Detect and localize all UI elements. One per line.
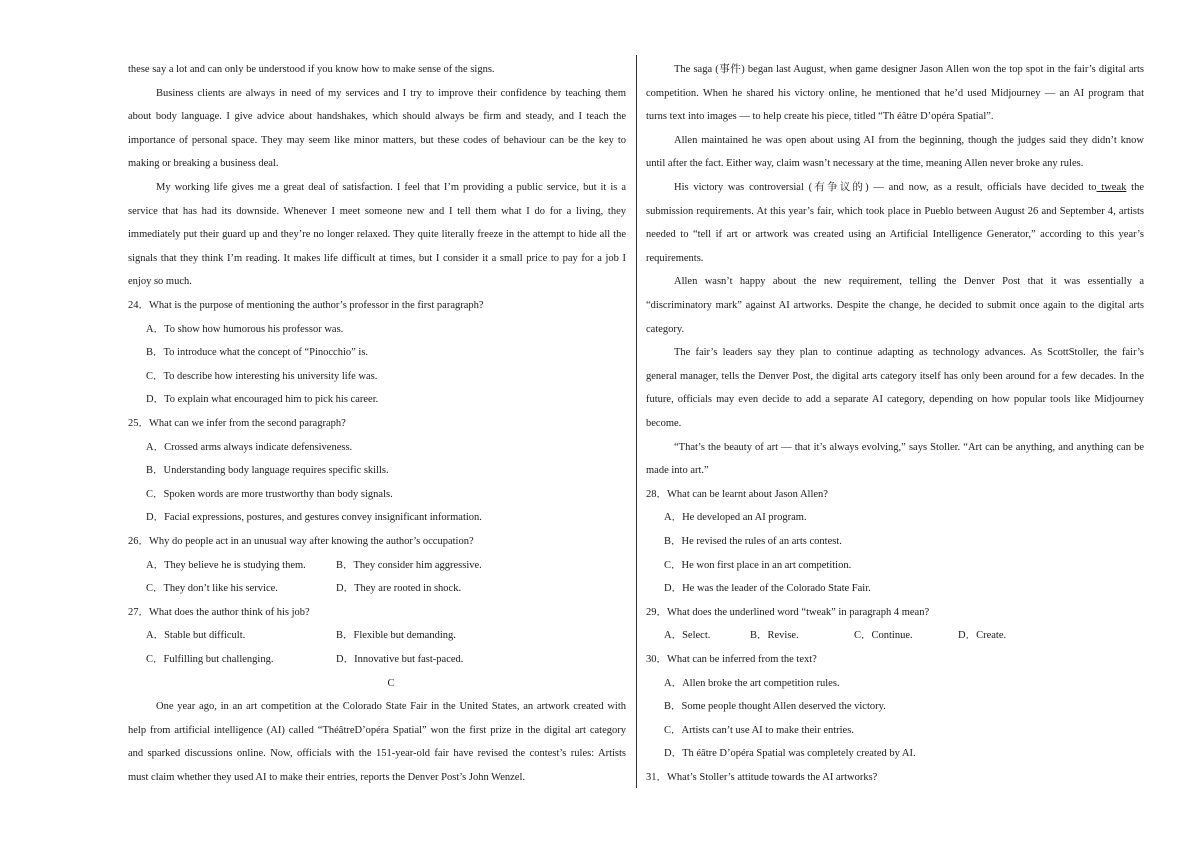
leaders-paragraph-line: become. bbox=[646, 418, 682, 429]
allen-paragraph-line: “discriminatory mark” against AI artworks. Despite the change, he decided to submit once again to the digital arts bbox=[646, 300, 1144, 311]
business-paragraph-line: importance of personal space. They may seem like minor matters, but these codes of behaviour can be the key to bbox=[128, 134, 626, 146]
question-29-option-d: D．Create. bbox=[958, 630, 1007, 642]
victory-paragraph-line: submission requirements. At this year’s fair, which took place in Pueblo between August 26 and September 4, artists bbox=[646, 205, 1144, 217]
passage-c-paragraph-line: must claim whether they used AI to make their entries, reports the Denver Post’s John Wenzel. bbox=[128, 772, 525, 783]
column-divider bbox=[636, 55, 637, 788]
victory-paragraph-line bbox=[646, 178, 1144, 202]
passage-c-paragraph-line: One year ago, in an art competition at the Colorado State Fair in the United States, an artwork created with bbox=[156, 701, 626, 713]
question-24-option: A．To show how humorous his professor was. bbox=[146, 323, 344, 335]
working-life-paragraph-line: signals that they think I’m reading. It makes life difficult at times, but I consider it a small price to pay for a job I bbox=[128, 252, 626, 264]
question-26-options-row bbox=[128, 579, 626, 603]
question-28-option: A．He developed an AI program. bbox=[664, 512, 807, 524]
question-28-option: C．He won first place in an art competition. bbox=[664, 559, 852, 571]
question-26-option-a: A．They believe he is studying them. bbox=[146, 559, 306, 571]
question-27-options-row bbox=[128, 650, 626, 674]
victory-paragraph-line: needed to “tell if art or artwork was created using an Artificial Intelligence Generator,” according to this year’s bbox=[646, 229, 1144, 241]
question-24-option: C．To describe how interesting his university life was. bbox=[146, 370, 378, 382]
victory-text-end: the bbox=[1126, 182, 1145, 193]
question-29-option-b: B．Revise. bbox=[750, 630, 799, 642]
question-30-option: D．Th éâtre D’opéra Spatial was completely created by AI. bbox=[664, 748, 916, 760]
question-29-option-c: C．Continue. bbox=[854, 630, 913, 642]
question-27-option-b: B．Flexible but demanding. bbox=[336, 630, 456, 642]
intro-tail-line: these say a lot and can only be understood if you know how to make sense of the signs. bbox=[128, 64, 495, 75]
question-26-option-b: B．They consider him aggressive. bbox=[336, 559, 482, 571]
leaders-paragraph-line: future, officials may even decide to add a separate AI category, depending on how popular tools like Midjourney bbox=[646, 394, 1144, 406]
passage-c-paragraph-line: help from artificial intelligence (AI) called “ThéâtreD’opéra Spatial” won the first prize in the digital art category bbox=[128, 724, 626, 736]
question-27-options-row bbox=[128, 626, 626, 650]
leaders-paragraph-line: general manager, tells the Denver Post, the digital arts category itself has only been around for a few decades. In the bbox=[646, 370, 1144, 382]
question-28-option: D．He was the leader of the Colorado State Fair. bbox=[664, 583, 871, 595]
business-paragraph-line: Business clients are always in need of my services and I try to improve their confidence by teaching them bbox=[156, 87, 626, 99]
business-paragraph-line: about body language. I give advice about handshakes, which should always be firm and steady, and I teach the bbox=[128, 111, 626, 123]
question-30-stem: 30．What can be inferred from the text? bbox=[646, 654, 817, 665]
maintained-paragraph-line: Allen maintained he was open about using AI from the beginning, though the judges said they didn’t know bbox=[674, 134, 1144, 146]
allen-paragraph-line: Allen wasn’t happy about the new requirement, telling the Denver Post that it was essentially a bbox=[674, 276, 1144, 288]
question-24-stem: 24．What is the purpose of mentioning the author’s professor in the first paragraph? bbox=[128, 300, 484, 311]
question-27-option-a: A．Stable but difficult. bbox=[146, 630, 246, 642]
question-30-option: B．Some people thought Allen deserved the victory. bbox=[664, 701, 886, 713]
question-31-stem: 31．What’s Stoller’s attitude towards the AI artworks? bbox=[646, 772, 878, 783]
question-24-option: D．To explain what encouraged him to pick his career. bbox=[146, 394, 379, 406]
victory-paragraph-line: requirements. bbox=[646, 252, 704, 264]
working-life-paragraph-line: My working life gives me a great deal of satisfaction. I feel that I’m providing a public service, but it is a bbox=[156, 182, 626, 193]
question-28-option: B．He revised the rules of an arts contest. bbox=[664, 536, 842, 547]
question-25-option: C．Spoken words are more trustworthy than body signals. bbox=[146, 488, 393, 500]
question-29-option-a: A．Select. bbox=[664, 630, 711, 642]
question-27-option-c: C．Fulfilling but challenging. bbox=[146, 654, 274, 665]
question-27-option-d: D．Innovative but fast-paced. bbox=[336, 654, 464, 665]
question-30-option: C．Artists can’t use AI to make their entries. bbox=[664, 724, 854, 736]
business-paragraph-line: making or breaking a business deal. bbox=[128, 158, 279, 170]
question-26-stem: 26．Why do people act in an unusual way after knowing the author’s occupation? bbox=[128, 536, 474, 547]
saga-paragraph-line: turns text into images — to help create his piece, titled “Th éâtre D’opéra Spatial”. bbox=[646, 111, 994, 123]
underlined-word-tweak: tweak bbox=[1096, 182, 1127, 193]
quote-paragraph-line: “That’s the beauty of art — that it’s always evolving,” says Stoller. “Art can be anything, and anything can be bbox=[674, 441, 1144, 453]
working-life-paragraph-line: immediately put their guard up and they’re no longer relaxed. They quite literally freeze in the attempt to hide all the bbox=[128, 229, 626, 241]
leaders-paragraph-line: The fair’s leaders say they plan to continue adapting as technology advances. As ScottStoller, the fair’s bbox=[674, 347, 1144, 359]
working-life-paragraph-line: enjoy so much. bbox=[128, 276, 192, 288]
question-25-stem: 25．What can we infer from the second paragraph? bbox=[128, 418, 346, 429]
quote-paragraph-line: made into art.” bbox=[646, 465, 709, 477]
question-25-option: A．Crossed arms always indicate defensiveness. bbox=[146, 441, 353, 453]
section-heading-c: C bbox=[387, 677, 395, 689]
question-29-stem: 29．What does the underlined word “tweak” in paragraph 4 mean? bbox=[646, 606, 930, 618]
question-29-options-row bbox=[646, 626, 1144, 650]
working-life-paragraph-line: service that has had its downside. Whenever I meet someone new and I tell them what I do for a living, they bbox=[128, 205, 626, 217]
question-26-options-row bbox=[128, 556, 626, 580]
maintained-paragraph-line: until after the fact. Either way, claim wasn’t necessary at the time, meaning Allen never broke any rules. bbox=[646, 158, 1084, 170]
question-26-option-c: C．They don’t like his service. bbox=[146, 583, 278, 595]
question-27-stem: 27．What does the author think of his job? bbox=[128, 606, 310, 618]
passage-c-paragraph-line: and sparked discussions online. Now, officials with the 151-year-old fair have revised the contest’s rules: Artists bbox=[128, 748, 626, 760]
allen-paragraph-line: category. bbox=[646, 323, 685, 335]
question-26-option-d: D．They are rooted in shock. bbox=[336, 583, 462, 595]
victory-text: His victory was controversial (有争议的) — and now, as a result, officials have decided to bbox=[674, 182, 1097, 193]
question-30-option: A．Allen broke the art competition rules. bbox=[664, 677, 840, 689]
question-28-stem: 28．What can be learnt about Jason Allen? bbox=[646, 488, 828, 500]
saga-paragraph-line: competition. When he shared his victory online, he mentioned that he’d used Midjourney — an AI program that bbox=[646, 87, 1144, 99]
question-25-option: D．Facial expressions, postures, and gestures convey insignificant information. bbox=[146, 512, 482, 524]
question-24-option: B．To introduce what the concept of “Pinocchio” is. bbox=[146, 347, 369, 359]
question-25-option: B．Understanding body language requires specific skills. bbox=[146, 465, 389, 477]
saga-paragraph-line: The saga (事件) began last August, when game designer Jason Allen won the top spot in the fair’s digital arts bbox=[674, 64, 1144, 75]
